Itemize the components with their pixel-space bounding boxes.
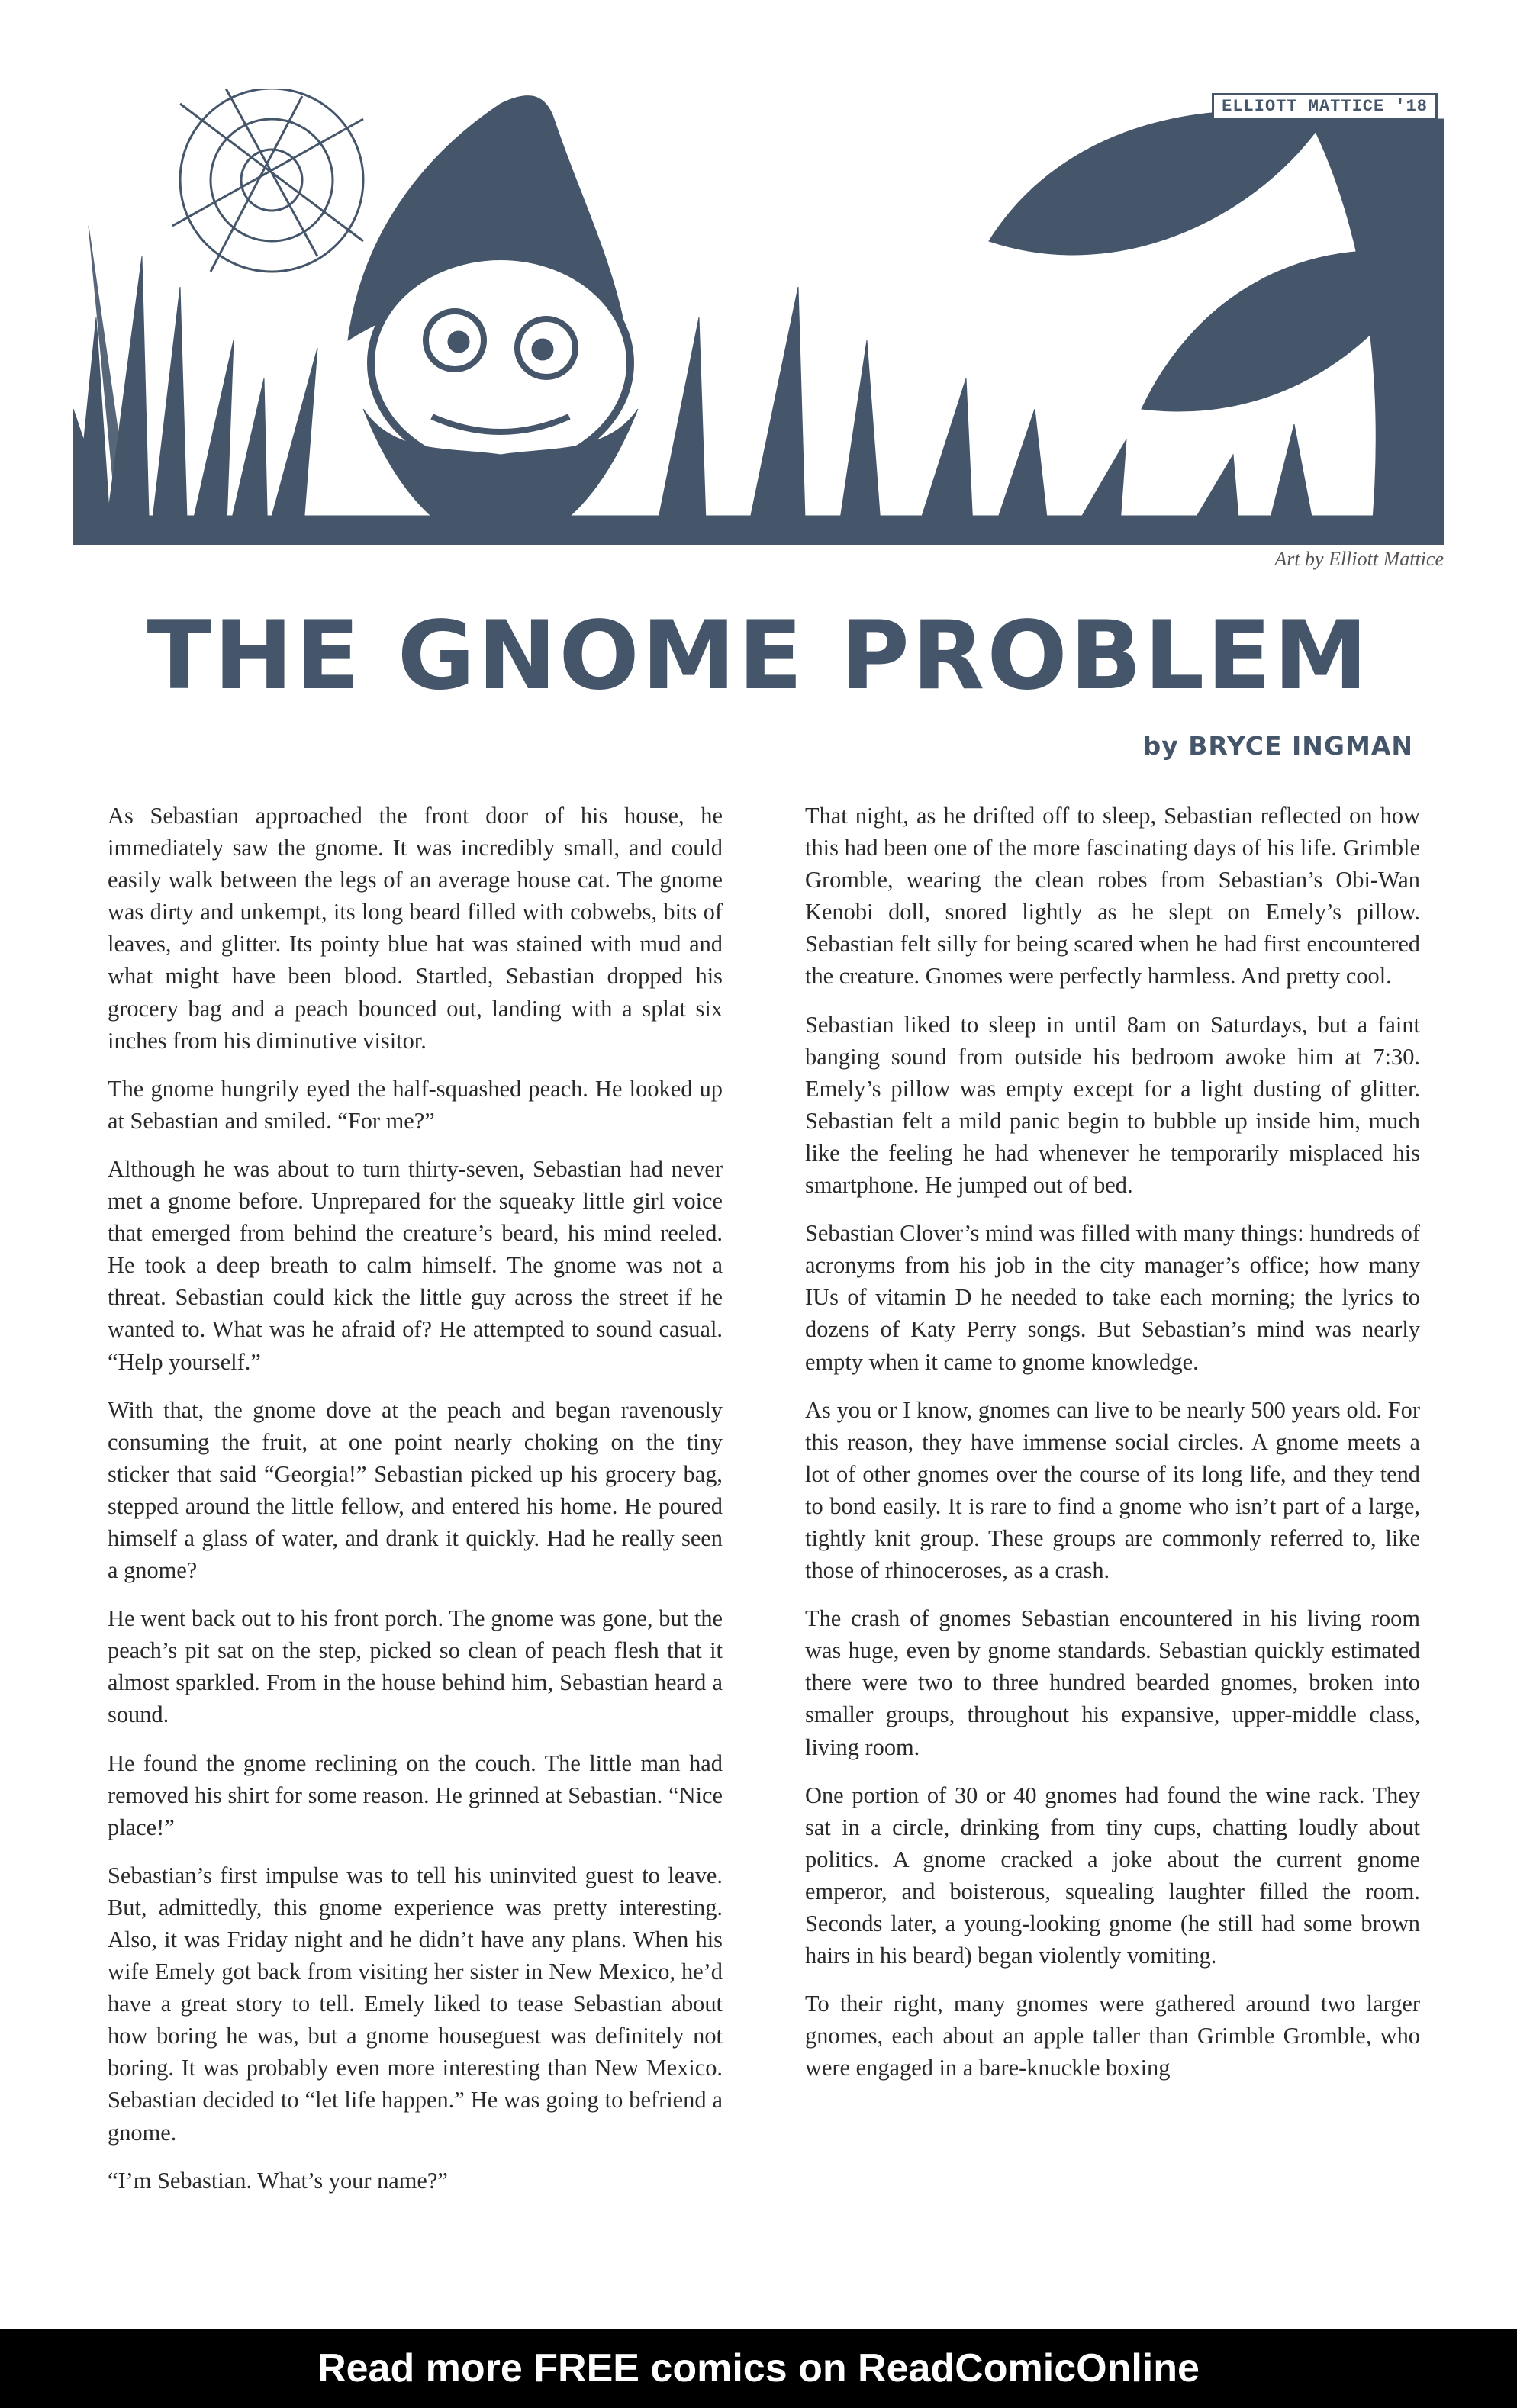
paragraph: Although he was about to turn thirty-seven, Sebastian had never met a gnome before. Unprepared for the squeaky little girl voice that emerged from behind the creature’s beard, his mind reeled. He took a deep breath to calm himself. The gnome was not a threat. Sebastian could kick the little guy across the street if he wanted to. What was he afraid of? He attempted to sound casual. “Help yourself.” xyxy=(108,1155,723,1375)
footer-text[interactable]: Read more FREE comics on ReadComicOnline xyxy=(317,2346,1200,2390)
paragraph: With that, the gnome dove at the peach and began ravenously consuming the fruit, at one point nearly choking on the tiny sticker that said “Georgia!” Sebastian picked up his grocery bag, stepped around the little fellow, and entered his home. He poured himself a glass of water, and drank it quickly. Had he really seen a gnome? xyxy=(108,1396,723,1584)
paragraph: Sebastian Clover’s mind was filled with many things: hundreds of acronyms from his job in the city manager’s office; how many IUs of vitamin D he needed to take each morning; the lyrics to dozens of Katy Perry songs. But Sebastian’s mind was nearly empty when it came to gnome knowledge. xyxy=(805,1220,1420,1375)
artist-signature: ELLIOTT MATTICE '18 xyxy=(1212,93,1438,120)
paragraph: To their right, many gnomes were gathered around two larger gnomes, each about an apple taller than Grimble Gromble, who were engaged in a bare-knuckle boxing xyxy=(805,1991,1420,2081)
paragraph: The crash of gnomes Sebastian encountered in his living room was huge, even by gnome standards. Sebastian quickly estimated there were two to three hundred bearded gnomes, broken into smaller groups, throughout his expansive, upper-middle class, living room. xyxy=(805,1605,1420,1760)
left-column xyxy=(108,800,723,2213)
paragraph: Sebastian liked to sleep in until 8am on Saturdays, but a faint banging sound from outside his bedroom awoke him at 7:30. Emely’s pillow was empty except for a light dusting of glitter. Sebastian felt a mild panic begin to bubble up inside him, much like the feeling he had whenever he temporarily misplaced his smartphone. He jumped out of bed. xyxy=(805,1011,1420,1199)
paragraph: As Sebastian approached the front door of his house, he immediately saw the gnome. It was incredibly small, and could easily walk between the legs of an average house cat. The gnome was dirty and unkempt, its long beard filled with cobwebs, bits of leaves, and glitter. Its pointy blue hat was stained with mud and what might have been blood. Startled, Sebastian dropped his grocery bag and a peach bounced out, landing with a splat six inches from his diminutive visitor. xyxy=(108,803,723,1054)
art-credit: Art by Elliott Mattice xyxy=(1274,548,1444,570)
gnome-illustration xyxy=(73,89,1444,545)
gnome-illustration-drawing xyxy=(73,89,1444,545)
paragraph: The gnome hungrily eyed the half-squashed peach. He looked up at Sebastian and smiled. “For me?” xyxy=(108,1075,723,1134)
paragraph: One portion of 30 or 40 gnomes had found the wine rack. They sat in a circle, drinking from tiny cups, chatting loudly about politics. A gnome cracked a joke about the current gnome emperor, and boisterous, squealing laughter filled the room. Seconds later, a young-looking gnome (he still had some brown hairs in his beard) began violently vomiting. xyxy=(805,1782,1420,1969)
footer-banner[interactable] xyxy=(0,2329,1517,2408)
right-column xyxy=(805,800,1420,2100)
story-byline: by BRYCE INGMAN xyxy=(1142,731,1413,761)
story-title: THE GNOME PROBLEM xyxy=(147,601,1370,711)
paragraph: Sebastian’s first impulse was to tell his uninvited guest to leave. But, admittedly, this gnome experience was pretty interesting. Also, it was Friday night and he didn’t have any plans. When his wife Emely got back from visiting her sister in New Mexico, he’d have a great story to tell. Emely liked to tease Sebastian about how boring he was, but a gnome houseguest was definitely not boring. It was probably even more interesting than New Mexico. Sebastian decided to “let life happen.” He was going to befriend a gnome. xyxy=(108,1862,723,2146)
paragraph: “I’m Sebastian. What’s your name?” xyxy=(108,2167,448,2194)
paragraph: That night, as he drifted off to sleep, Sebastian reflected on how this had been one of the more fascinating days of his life. Grimble Gromble, wearing the clean robes from Sebastian’s Obi-Wan Kenobi doll, snored lightly as he slept on Emely’s pillow. Sebastian felt silly for being scared when he had first encountered the creature. Gnomes were perfectly harmless. And pretty cool. xyxy=(805,803,1420,990)
paragraph: As you or I know, gnomes can live to be nearly 500 years old. For this reason, they have immense social circles. A gnome meets a lot of other gnomes over the course of its long life, and they tend to bond easily. It is rare to find a gnome who isn’t part of a large, tightly knit group. These groups are commonly referred to, like those of rhinoceroses, as a crash. xyxy=(805,1396,1420,1584)
paragraph: He found the gnome reclining on the couch. The little man had removed his shirt for some reason. He grinned at Sebastian. “Nice place!” xyxy=(108,1750,723,1840)
paragraph: He went back out to his front porch. The gnome was gone, but the peach’s pit sat on the step, picked so clean of peach flesh that it almost sparkled. From in the house behind him, Sebastian heard a sound. xyxy=(108,1605,723,1728)
